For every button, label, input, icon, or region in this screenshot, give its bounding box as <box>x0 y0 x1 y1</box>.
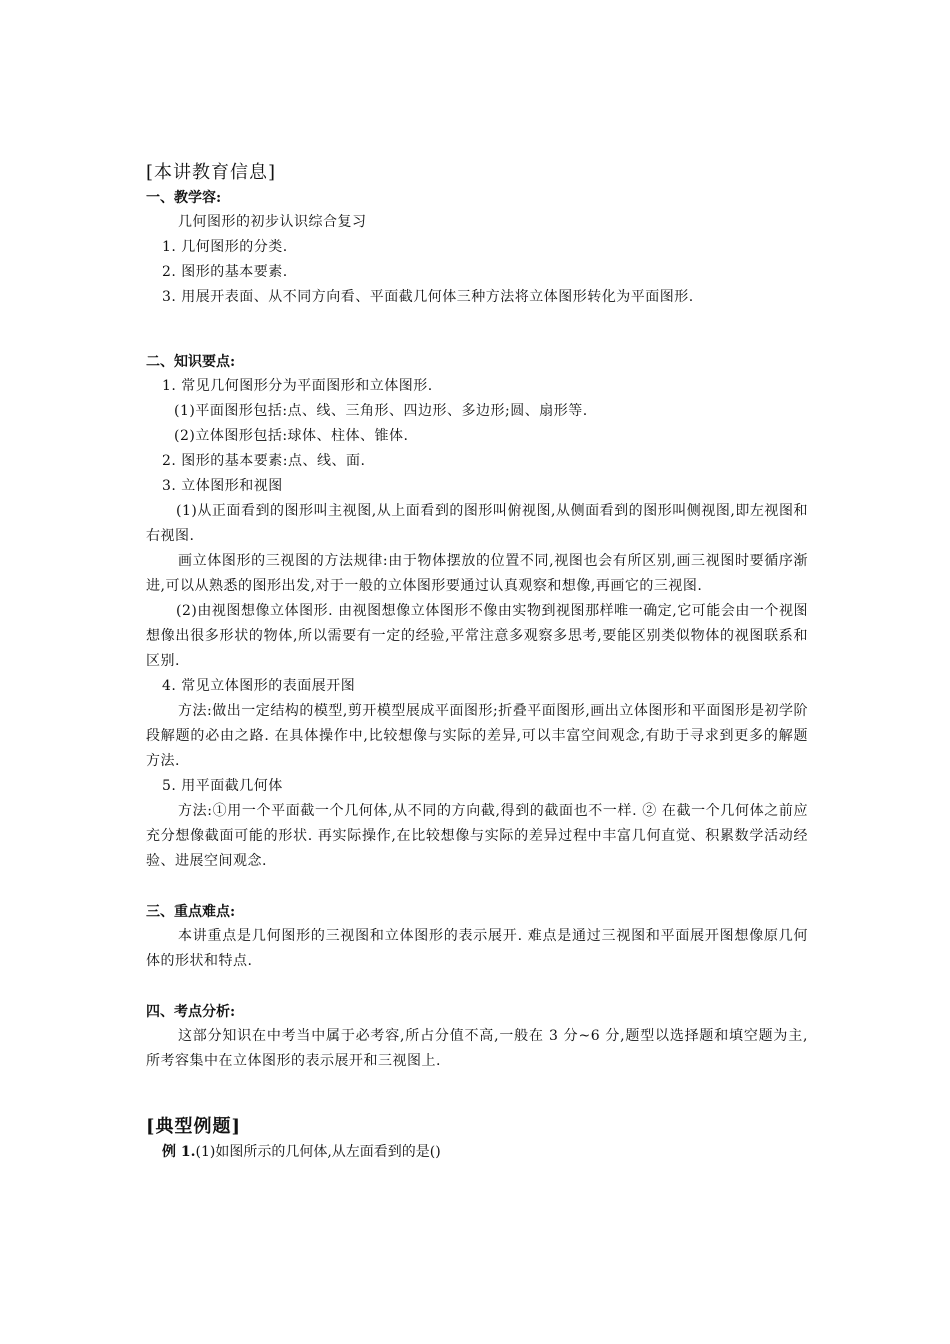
key-difficult-text: 本讲重点是几何图形的三视图和立体图形的表示展开. 难点是通过三视图和平面展开图想像原几何体的形状和特点. <box>146 928 808 969</box>
knowledge-point-2: 2. 图形的基本要素:点、线、面. <box>162 453 366 469</box>
knowledge-point-5a: 方法:①用一个平面截一个几何体,从不同的方向截,得到的截面也不一样. ② 在截一个几何体之前应充分想像截面可能的形状. 再实际操作,在比较想像与实际的差异过程中丰富几何直觉、积累数学活动经验、进展空间观念. <box>146 803 808 869</box>
teaching-item: 2. 图形的基本要素. <box>162 264 288 280</box>
example-1-text: (1)如图所示的几何体,从左面看到的是() <box>195 1144 441 1160</box>
knowledge-point-4: 4. 常见立体图形的表面展开图 <box>162 678 356 694</box>
knowledge-point-1: 1. 常见几何图形分为平面图形和立体图形. <box>162 378 433 394</box>
heading-teaching-content: 一、教学容: <box>146 190 222 206</box>
knowledge-point-3b: 画立体图形的三视图的方法规律:由于物体摆放的位置不同,视图也会有所区别,画三视图时要循序渐进,可以从熟悉的图形出发,对于一般的立体图形要通过认真观察和想像,再画它的三视图. <box>146 553 808 594</box>
example-1-label: 例 1. <box>162 1144 196 1160</box>
heading-key-difficult: 三、重点难点: <box>146 904 236 920</box>
knowledge-point-1a: (1)平面图形包括:点、线、三角形、四边形、多边形;圆、扇形等. <box>174 403 588 419</box>
knowledge-point-3: 3. 立体图形和视图 <box>162 478 283 494</box>
knowledge-point-4a: 方法:做出一定结构的模型,剪开模型展成平面图形;折叠平面图形,画出立体图形和平面图形是初学阶段解题的必由之路. 在具体操作中,比较想像与实际的差异,可以丰富空间观念,有助于寻求到更多的解题方法. <box>146 703 808 769</box>
heading-exam-analysis: 四、考点分析: <box>146 1004 236 1020</box>
teaching-intro: 几何图形的初步认识综合复习 <box>178 214 367 230</box>
section-title-education-info: [本讲教育信息] <box>146 162 277 183</box>
example-1 <box>146 1140 808 1165</box>
knowledge-point-3a: (1)从正面看到的图形叫主视图,从上面看到的图形叫俯视图,从侧面看到的图形叫侧视图,即左视图和右视图. <box>146 503 808 544</box>
exam-analysis-text: 这部分知识在中考当中属于必考容,所占分值不高,一般在 3 分~6 分,题型以选择题和填空题为主,所考容集中在立体图形的表示展开和三视图上. <box>146 1028 808 1069</box>
document-content <box>146 160 808 1165</box>
knowledge-point-3c: (2)由视图想像立体图形. 由视图想像立体图形不像由实物到视图那样唯一确定,它可能会由一个视图想像出很多形状的物体,所以需要有一定的经验,平常注意多观察多思考,要能区别类似物体的视图联系和区别. <box>146 603 808 669</box>
teaching-item: 3. 用展开表面、从不同方向看、平面截几何体三种方法将立体图形转化为平面图形. <box>162 289 694 305</box>
knowledge-point-5: 5. 用平面截几何体 <box>162 778 283 794</box>
section-title-typical-examples: [典型例题] <box>146 1116 242 1137</box>
teaching-item: 1. 几何图形的分类. <box>162 239 288 255</box>
knowledge-point-1b: (2)立体图形包括:球体、柱体、锥体. <box>174 428 409 444</box>
heading-knowledge-points: 二、知识要点: <box>146 354 236 370</box>
